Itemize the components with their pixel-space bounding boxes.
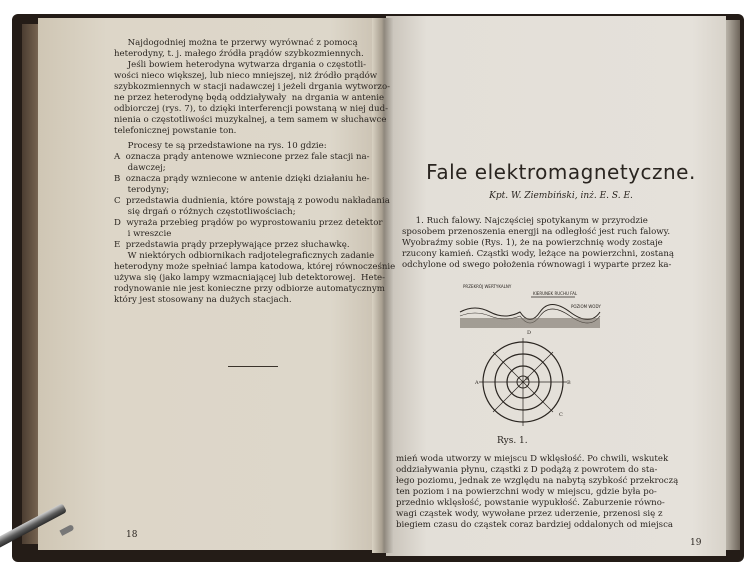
left-line-12: dawczej;	[114, 163, 166, 173]
right-line-5: odchylone od swego położenia równowagi i wyparte przez ka-	[402, 260, 672, 270]
left-line-13: B oznacza prądy wzniecone w antenie dzięki działaniu he-	[114, 174, 370, 184]
left-line-14: terodyny;	[114, 185, 170, 195]
end-divider-rule	[228, 366, 278, 367]
figure-label-d-top: D	[527, 330, 532, 336]
left-line-22: używa się (jako lampy wzmacniającej lub detektorowej. Hete-	[114, 273, 386, 283]
left-line-24: który jest stosowany na dużych stacjach.	[114, 295, 292, 305]
left-line-16: się drgań o różnych częstotliwościach;	[114, 207, 296, 217]
right-lower-line-6: wagi cząstek wody, wywołane przez uderzenie, przenosi się z	[396, 509, 663, 519]
figure-label-c: C	[559, 412, 563, 418]
figure-label-b: B	[567, 380, 571, 386]
right-line-4: rzucony kamień. Cząstki wody, leżące na powierzchni, zostaną	[402, 249, 675, 259]
left-line-18: i wreszcie	[114, 229, 172, 239]
left-line-20: W niektórych odbiornikach radjotelegraficznych zadanie	[114, 251, 375, 261]
right-line-2: sposobem przenoszenia energji na odległość jest ruch falowy.	[402, 227, 671, 237]
left-line-9: telefonicznej powstanie ton.	[114, 126, 237, 136]
figure-label-d: D	[525, 376, 530, 382]
left-line-5: szybkozmiennych w stacji nadawczej i jeżeli drgania wytworzo-	[114, 82, 391, 92]
right-lower-line-1: mień woda utworzy w miejscu D wklęsłość. Po chwili, wskutek	[396, 454, 669, 464]
right-page-number: 19	[690, 538, 702, 548]
left-line-7: odbiorczej (rys. 7), to dzięki interferencji powstaną w niej dud-	[114, 104, 388, 114]
left-line-11: A oznacza prądy antenowe wzniecone przez fale stacji na-	[114, 152, 370, 162]
left-line-19: E przedstawia prądy przepływające przez słuchawkę.	[114, 240, 350, 250]
left-page-number: 18	[126, 530, 138, 540]
right-lower-line-3: łego poziomu, jednak ze względu na nabytą szybkość przekroczą	[396, 476, 679, 486]
left-line-17: D wyraża przebieg prądów po wyprostowaniu przez detektor	[114, 218, 383, 228]
water-section-hatch	[460, 318, 600, 328]
left-line-1: Najdogodniej można te przerwy wyrównać z pomocą	[114, 38, 361, 48]
figure-label-a: A	[475, 380, 479, 386]
right-lower-line-7: biegiem czasu do cząstek coraz bardziej oddalonych od miejsca	[396, 520, 674, 530]
left-line-2: heterodyny, t. j. małego źródła prądów szybkozmiennych.	[114, 49, 364, 59]
left-line-23: rodynowanie nie jest konieczne przy odbiorze automatycznym	[114, 284, 385, 294]
wave-figure	[455, 282, 605, 432]
figure-label-section: PRZEKRÓJ WERTYKALNY	[463, 284, 512, 289]
figure-label-direction: KIERUNEK RUCHU FAL	[533, 291, 578, 296]
left-line-15: C przedstawia dudnienia, które powstają z powodu nakładania	[114, 196, 390, 206]
left-line-4: wości nieco większej, lub nieco mniejszej, niż źródło prądów	[114, 71, 378, 81]
right-line-3: Wyobraźmy sobie (Rys. 1), że na powierzchnię wody zostaje	[402, 238, 663, 248]
left-line-6: ne przez heterodynę będą oddziaływały na drgania w antenie	[114, 93, 385, 103]
chapter-title: Fale elektromagnetyczne.	[426, 160, 696, 184]
figure-caption: Rys. 1.	[497, 436, 528, 446]
right-lower-line-4: ten poziom i na powierzchni wody w miejscu, gdzie była po-	[396, 487, 657, 497]
figure-label-surface: POZIOM WODY	[571, 304, 601, 309]
right-lower-line-5: przednio wklęsłość, powstanie wypukłość. Zaburzenie równo-	[396, 498, 665, 508]
left-line-8: nienia o częstotliwości muzykalnej, a tem samem w słuchawce	[114, 115, 387, 125]
right-lower-line-2: oddziaływania płynu, cząstki z D podążą z powrotem do sta-	[396, 465, 658, 475]
right-line-1: 1. Ruch falowy. Najczęściej spotykanym w przyrodzie	[402, 216, 648, 226]
chapter-author: Kpt. W. Ziembiński, inż. E. S. E.	[489, 191, 633, 201]
right-page-edges	[726, 20, 740, 550]
left-line-3: Jeśli bowiem heterodyna wytwarza drgania o częstotli-	[114, 60, 366, 70]
left-line-21: heterodyny może spełniać lampa katodowa, której równocześnie	[114, 262, 396, 272]
left-line-10: Procesy te są przedstawione na rys. 10 gdzie:	[114, 141, 327, 151]
